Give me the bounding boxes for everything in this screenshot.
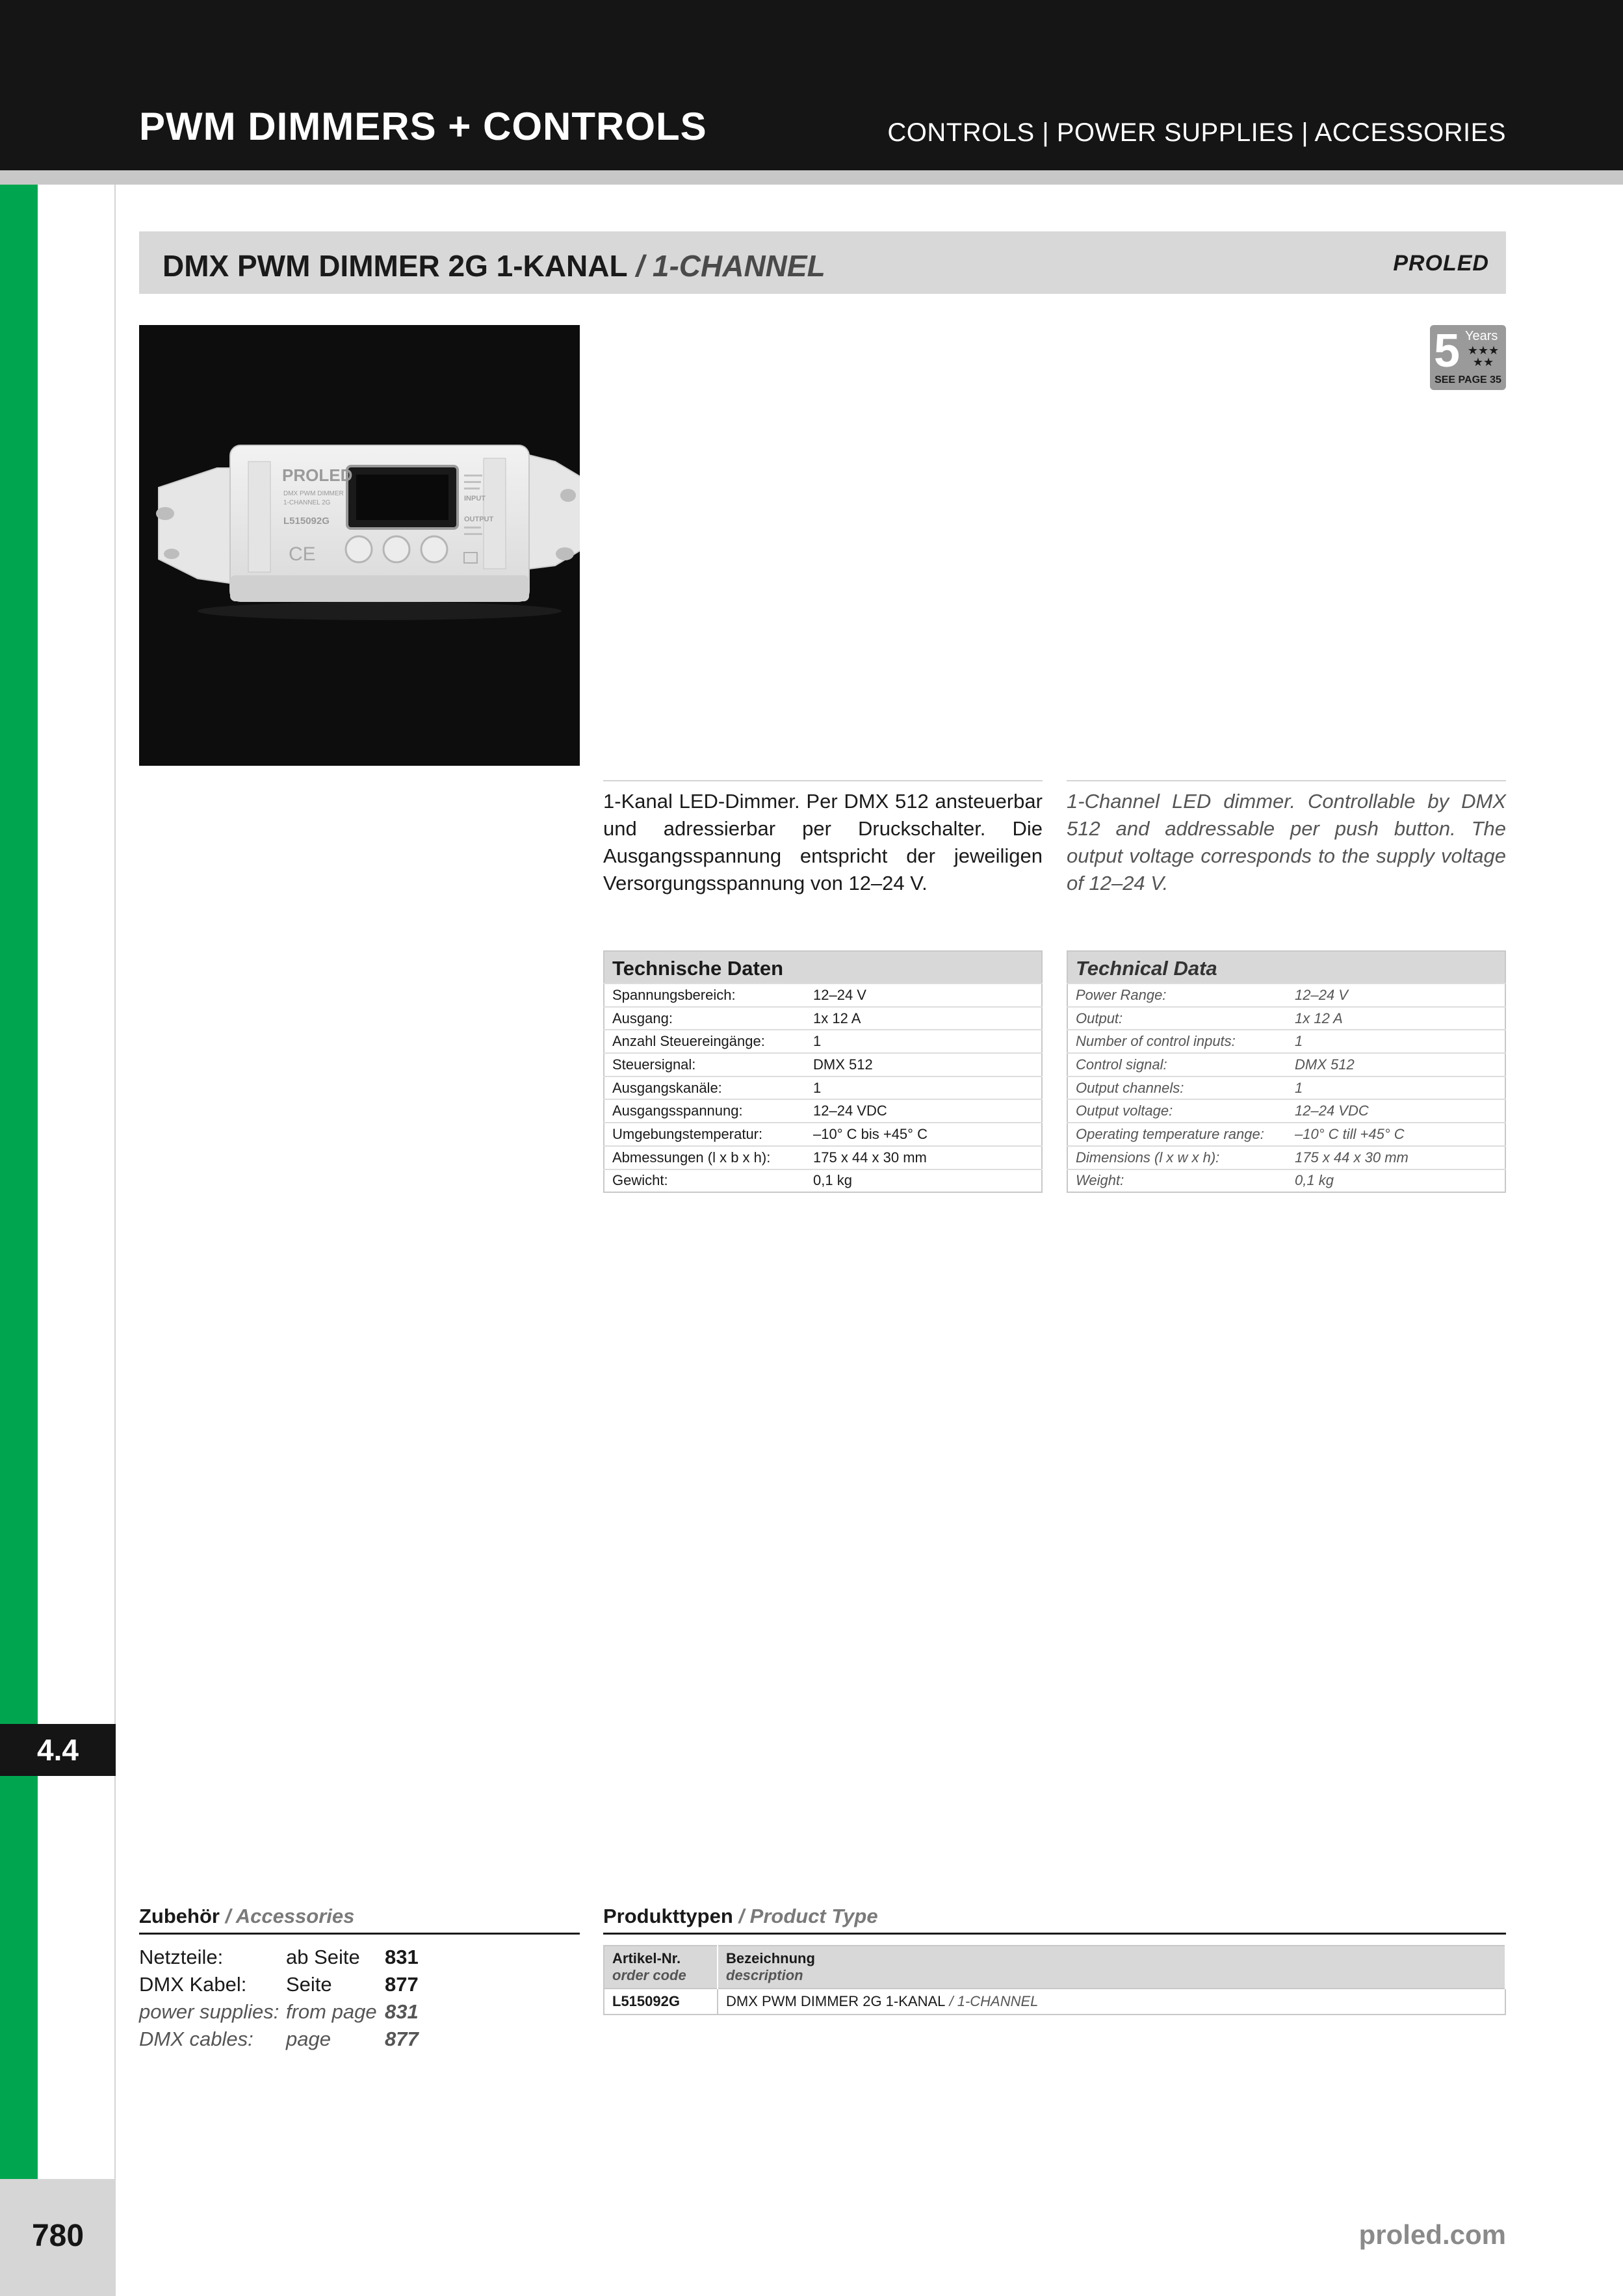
spec-value: –10° C till +45° C (1287, 1123, 1505, 1146)
header-strip (0, 170, 1623, 185)
table-row (604, 1989, 1505, 2015)
product-photo (139, 325, 580, 766)
green-side-rail (0, 185, 38, 2179)
table-row (1067, 1146, 1505, 1169)
spec-value: 1 (1287, 1030, 1505, 1053)
table-row (1067, 984, 1505, 1007)
spec-key: Spannungsbereich: (604, 984, 805, 1007)
table-row (604, 1123, 1042, 1146)
column-header-description (718, 1946, 1505, 1989)
accessories-heading-de: Zubehör (139, 1905, 220, 1927)
device-output-label: OUTPUT (464, 515, 494, 523)
technical-data-table-en (1067, 950, 1506, 1193)
accessories-heading-sep: / (220, 1905, 236, 1927)
spec-value: 1 (805, 1076, 1042, 1100)
table-row (1067, 1007, 1505, 1030)
spec-key: Anzahl Steuereingänge: (604, 1030, 805, 1053)
product-title-bar (139, 231, 1506, 294)
title-separator: / (627, 249, 653, 283)
spec-key: Output channels: (1067, 1076, 1287, 1100)
accessory-page-label: Seite (286, 1973, 332, 1996)
device-brand-label: PROLED (282, 465, 353, 485)
spec-key: Operating temperature range: (1067, 1123, 1287, 1146)
table-row (604, 1030, 1042, 1053)
list-item (139, 1998, 419, 2026)
spec-key: Output voltage: (1067, 1099, 1287, 1123)
spec-value: –10° C bis +45° C (805, 1123, 1042, 1146)
table-row (604, 1169, 1042, 1193)
margin-divider (114, 185, 116, 2179)
spec-key: Abmessungen (l x b x h): (604, 1146, 805, 1169)
accessories-list (139, 1944, 419, 2053)
warranty-number: 5 (1434, 325, 1461, 377)
spec-key: Control signal: (1067, 1053, 1287, 1076)
spec-value: 1 (1287, 1076, 1505, 1100)
list-item (139, 1971, 419, 1998)
spec-value: 12–24 VDC (1287, 1099, 1505, 1123)
spec-key: Weight: (1067, 1169, 1287, 1193)
spec-key: Dimensions (l x w x h): (1067, 1146, 1287, 1169)
list-item (139, 2026, 419, 2053)
technical-data-heading-de: Technische Daten (603, 950, 1043, 983)
table-row (1067, 1169, 1505, 1193)
order-code-cell: L515092G (604, 1989, 718, 2015)
spec-value: 1x 12 A (1287, 1007, 1505, 1030)
table-row (1067, 1030, 1505, 1053)
table-row (1067, 1053, 1505, 1076)
chapter-tab: 4.4 (0, 1724, 116, 1776)
product-types-heading-sep: / (733, 1905, 750, 1927)
device-input-label: INPUT (464, 495, 486, 502)
section-title: PWM DIMMERS + CONTROLS (139, 105, 707, 148)
accessory-label: Netzteile: (139, 1946, 224, 1968)
spec-value: 1x 12 A (805, 1007, 1042, 1030)
table-row (1067, 1123, 1505, 1146)
accessory-page-label: page (286, 2028, 331, 2050)
spec-key: Power Range: (1067, 984, 1287, 1007)
category-nav: CONTROLS | POWER SUPPLIES | ACCESSORIES (887, 118, 1506, 147)
column-header-de: Bezeichnung (726, 1950, 815, 1966)
description-divider-de (603, 780, 1043, 781)
accessories-rule (139, 1933, 580, 1935)
spec-value: 175 x 44 x 30 mm (805, 1146, 1042, 1169)
spec-value: 12–24 V (805, 984, 1042, 1007)
spec-key: Steuersignal: (604, 1053, 805, 1076)
device-name-line2: 1-CHANNEL 2G (283, 499, 331, 506)
technical-data-heading-en: Technical Data (1067, 950, 1506, 983)
warranty-stars-icon: ★★★ ★★ (1467, 344, 1500, 369)
table-row (604, 1076, 1042, 1100)
dimmer-device-image (139, 325, 580, 766)
accessory-label: DMX cables: (139, 2028, 253, 2050)
table-row (604, 1099, 1042, 1123)
column-header-en: order code (612, 1967, 686, 1983)
spec-key: Gewicht: (604, 1169, 805, 1193)
technical-data-table-de (603, 950, 1043, 1193)
product-types-table (603, 1945, 1506, 2015)
accessory-label: DMX Kabel: (139, 1973, 247, 1996)
description-cell (718, 1989, 1505, 2015)
product-types-rule (603, 1933, 1506, 1935)
table-row (604, 984, 1042, 1007)
accessory-page-number: 877 (385, 2028, 419, 2050)
product-title-de: DMX PWM DIMMER 2G 1-KANAL (162, 249, 628, 283)
spec-value: DMX 512 (1287, 1053, 1505, 1076)
accessory-page-number: 831 (385, 1946, 419, 1968)
product-title-en: 1-CHANNEL (652, 249, 825, 283)
spec-value: 12–24 VDC (805, 1099, 1042, 1123)
warranty-years-label: Years (1465, 329, 1498, 343)
warranty-see-page: SEE PAGE 35 (1435, 374, 1501, 385)
product-types-heading-de: Produkttypen (603, 1905, 733, 1927)
spec-key: Ausgangskanäle: (604, 1076, 805, 1100)
description-de: 1-Kanal LED-Dimmer. Per DMX 512 ansteuerbar und adressierbar per Druckschalter. Die Ausgangsspannung entspricht der jeweiligen Versorgungsspannung von 12–24 V. (603, 790, 1043, 894)
column-header-order-code (604, 1946, 718, 1989)
accessory-page-number: 831 (385, 2000, 419, 2023)
ce-mark: CE (289, 543, 316, 565)
table-row (604, 1146, 1042, 1169)
accessories-heading (139, 1905, 354, 1928)
table-header-row (604, 1946, 1505, 1989)
spec-value: DMX 512 (805, 1053, 1042, 1076)
description-en-text: 1-CHANNEL (957, 1993, 1039, 2009)
description-sep: / (945, 1993, 957, 2009)
website-url: proled.com (1358, 2219, 1506, 2250)
spec-value: 1 (805, 1030, 1042, 1053)
column-header-en: description (726, 1967, 803, 1983)
device-code-label: L515092G (283, 515, 330, 527)
product-types-heading (603, 1905, 878, 1928)
accessory-page-label: ab Seite (286, 1946, 360, 1968)
proled-logo: PROLED (1393, 251, 1489, 276)
spec-value: 175 x 44 x 30 mm (1287, 1146, 1505, 1169)
table-row (1067, 1099, 1505, 1123)
device-name-line1: DMX PWM DIMMER (283, 490, 344, 497)
spec-value: 12–24 V (1287, 984, 1505, 1007)
table-row (1067, 1076, 1505, 1100)
list-item (139, 1944, 419, 1971)
accessory-page-label: from page (286, 2000, 377, 2023)
spec-key: Output: (1067, 1007, 1287, 1030)
spec-value: 0,1 kg (1287, 1169, 1505, 1193)
description-de-text: DMX PWM DIMMER 2G 1-KANAL (726, 1993, 946, 2009)
product-types-heading-en: Product Type (749, 1905, 878, 1927)
page-number: 780 (31, 2219, 84, 2253)
description-divider-en (1067, 780, 1506, 781)
accessory-page-number: 877 (385, 1973, 419, 1996)
description-en: 1-Channel LED dimmer. Controllable by DMX 512 and addressable per push button. The output voltage corresponds to the supply voltage of 12–24 V. (1067, 790, 1506, 894)
spec-key: Ausgangsspannung: (604, 1099, 805, 1123)
spec-key: Ausgang: (604, 1007, 805, 1030)
table-row (604, 1053, 1042, 1076)
product-title (162, 248, 825, 283)
warranty-badge (1430, 325, 1506, 390)
accessories-heading-en: Accessories (235, 1905, 355, 1927)
column-header-de: Artikel-Nr. (612, 1950, 681, 1966)
table-row (604, 1007, 1042, 1030)
accessory-label: power supplies: (139, 2000, 279, 2023)
spec-key: Number of control inputs: (1067, 1030, 1287, 1053)
spec-key: Umgebungstemperatur: (604, 1123, 805, 1146)
spec-value: 0,1 kg (805, 1169, 1042, 1193)
